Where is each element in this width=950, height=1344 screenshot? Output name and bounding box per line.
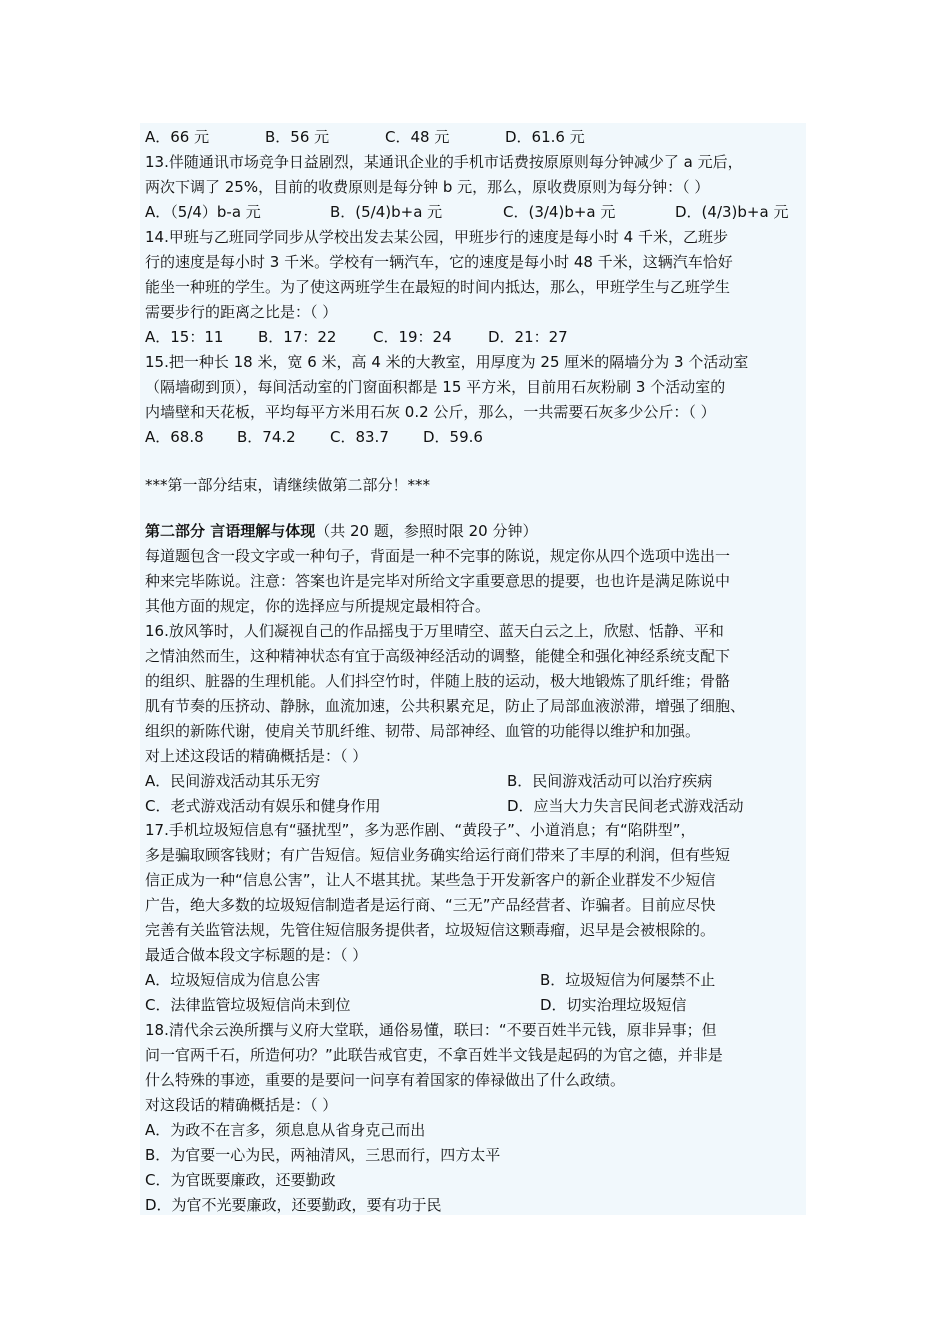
- part-two-intro-line: 种来完毕陈说。注意：答案也许是完毕对所给文字重要意思的提要，也也许是满足陈说中: [145, 572, 731, 590]
- q13-option-a: A．（5/4）b-a 元: [145, 203, 261, 221]
- q17-option-a: A．垃圾短信成为信息公害: [145, 971, 321, 989]
- q14-option-d: D．21：27: [488, 328, 568, 346]
- q18-prompt: 对这段话的精确概括是：（ ）: [145, 1096, 338, 1114]
- q14-line: 能坐一种班的学生。为了使这两班学生在最短的时间内抵达，那么，甲班学生与乙班学生: [145, 278, 731, 296]
- q16-line: 16.放风筝时，人们凝视自己的作品摇曳于万里晴空、蓝天白云之上，欣慰、恬静、平和: [145, 622, 724, 640]
- q17-option-b: B．垃圾短信为何屡禁不止: [540, 971, 716, 989]
- q16-option-c: C．老式游戏活动有娱乐和健身作用: [145, 797, 381, 815]
- q14-line: 14.甲班与乙班同学同步从学校出发去某公园，甲班步行的速度是每小时 4 千米，乙班步: [145, 228, 728, 246]
- q12-option-b: B．56 元: [265, 128, 330, 146]
- q16-option-d: D．应当大力失言民间老式游戏活动: [507, 797, 744, 815]
- part-two-intro-line: 每道题包含一段文字或一种句子，背面是一种不完事的陈说，规定你从四个选项中选出一: [145, 547, 731, 565]
- q18-option-d: D．为官不光要廉政，还要勤政，要有功于民: [145, 1196, 442, 1214]
- q16-option-a: A．民间游戏活动其乐无穷: [145, 772, 321, 790]
- q14-line: 需要步行的距离之比是：（ ）: [145, 303, 338, 321]
- q12-option-d: D．61.6 元: [505, 128, 585, 146]
- q18-line: 问一官两千石，所造何功？”此联告戒官吏，不拿百姓半文钱是起码的为官之德，并非是: [145, 1046, 723, 1064]
- q17-line: 广告，绝大多数的垃圾短信制造者是运行商、“三无”产品经营者、诈骗者。目前应尽快: [145, 896, 716, 914]
- q16-line: 组织的新陈代谢，使肩关节肌纤维、韧带、局部神经、血管的功能得以维护和加强。: [145, 722, 701, 740]
- q12-option-c: C．48 元: [385, 128, 450, 146]
- q15-line: （隔墙砌到顶），每间活动室的门窗面积都是 15 平方米，目前用石灰粉刷 3 个活动室的: [145, 378, 726, 396]
- q16-line: 的组织、脏器的生理机能。人们抖空竹时，伴随上肢的运动，极大地锻炼了肌纤维；骨骼: [145, 672, 731, 690]
- q14-line: 行的速度是每小时 3 千米。学校有一辆汽车，它的速度是每小时 48 千米，这辆汽车恰好: [145, 253, 733, 271]
- q17-line: 信正成为一种“信息公害”，让人不堪其扰。某些急于开发新客户的新企业群发不少短信: [145, 871, 716, 889]
- q13-option-b: B．(5/4)b+a 元: [330, 203, 443, 221]
- part-two-subtitle: （共 20 题，参照时限 20 分钟）: [315, 522, 538, 540]
- q18-option-a: A．为政不在言多，须息息从省身克己而出: [145, 1121, 426, 1139]
- q17-option-d: D．切实治理垃圾短信: [540, 996, 687, 1014]
- q13-option-d: D．(4/3)b+a 元: [675, 203, 789, 221]
- part-two-intro-line: 其他方面的规定，你的选择应与所提规定最相符合。: [145, 597, 491, 615]
- q14-option-a: A．15：11: [145, 328, 224, 346]
- q17-line: 完善有关监管法规，先管住短信服务提供者，垃圾短信这颗毒瘤，迟早是会被根除的。: [145, 921, 716, 939]
- q16-option-b: B．民间游戏活动可以治疗疾病: [507, 772, 713, 790]
- q15-option-d: D．59.6: [423, 428, 483, 446]
- q14-option-b: B．17：22: [258, 328, 337, 346]
- q13-line: 13.伴随通讯市场竞争日益剧烈，某通讯企业的手机市话费按原原则每分钟减少了 a 元后，: [145, 153, 743, 171]
- q16-prompt: 对上述这段话的精确概括是：（ ）: [145, 747, 368, 765]
- q15-option-a: A．68.8: [145, 428, 204, 446]
- q17-option-c: C．法律监管垃圾短信尚未到位: [145, 996, 351, 1014]
- q13-line: 两次下调了 25%，目前的收费原则是每分钟 b 元，那么，原收费原则为每分钟：（ ）: [145, 178, 710, 196]
- q15-option-b: B．74.2: [237, 428, 296, 446]
- q17-line: 多是骗取顾客钱财；有广告短信。短信业务确实给运行商们带来了丰厚的利润，但有些短: [145, 846, 731, 864]
- q15-line: 内墙壁和天花板，平均每平方米用石灰 0.2 公斤，那么，一共需要石灰多少公斤：（ ）: [145, 403, 716, 421]
- q12-option-a: A．66 元: [145, 128, 210, 146]
- part-two-title: 第二部分 言语理解与体现: [145, 522, 316, 540]
- part-two-heading: [145, 521, 537, 541]
- q16-line: 肌有节奏的压挤动、静脉，血流加速，公共积累充足，防止了局部血液淤滞，增强了细胞、: [145, 697, 746, 715]
- q18-option-c: C．为官既要廉政，还要勤政: [145, 1171, 336, 1189]
- q17-line: 17.手机垃圾短信息有“骚扰型”，多为恶作剧、“黄段子”、小道消息；有“陷阱型”，: [145, 821, 696, 839]
- q14-option-c: C．19：24: [373, 328, 452, 346]
- q15-option-c: C．83.7: [330, 428, 389, 446]
- q18-option-b: B．为官要一心为民，两袖清风，三思而行，四方太平: [145, 1146, 501, 1164]
- q15-line: 15.把一种长 18 米，宽 6 米，高 4 米的大教室，用厚度为 25 厘米的隔墙分为 3 个活动室: [145, 353, 749, 371]
- q18-line: 什么特殊的事迹，重要的是要问一问享有着国家的俸禄做出了什么政绩。: [145, 1071, 626, 1089]
- q16-line: 之情油然而生，这种精神状态有宜于高级神经活动的调整，能健全和强化神经系统支配下: [145, 647, 731, 665]
- q18-line: 18.清代余云涣所撰与义府大堂联，通俗易懂，联曰：“不要百姓半元钱，原非异事；但: [145, 1021, 717, 1039]
- part-one-end-note: ***第一部分结束，请继续做第二部分！***: [145, 476, 431, 494]
- q13-option-c: C．(3/4)b+a 元: [503, 203, 616, 221]
- q17-prompt: 最适合做本段文字标题的是：（ ）: [145, 946, 368, 964]
